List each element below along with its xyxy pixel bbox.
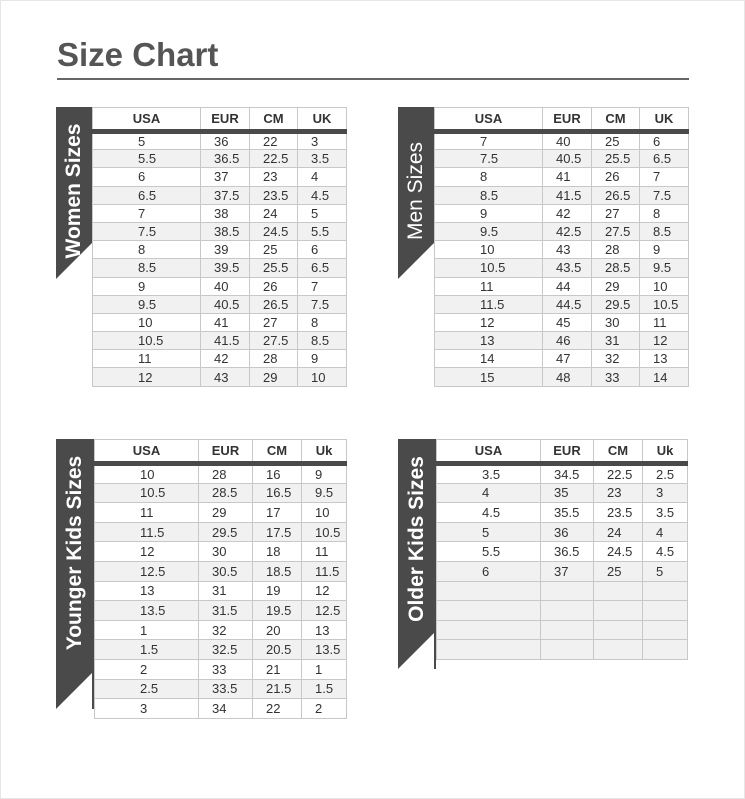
cell-uk: 6.5 bbox=[298, 259, 347, 277]
cell-cm: 27 bbox=[250, 313, 298, 331]
cell-cm: 23.5 bbox=[594, 503, 643, 523]
cell-cm: 27 bbox=[592, 204, 640, 222]
cell-cm: 19.5 bbox=[253, 601, 302, 621]
cell-cm: 29 bbox=[592, 277, 640, 295]
table-row bbox=[435, 241, 689, 259]
cell-cm: 21.5 bbox=[253, 679, 302, 699]
cell-eur: 40.5 bbox=[201, 295, 250, 313]
cell-eur: 43.5 bbox=[543, 259, 592, 277]
cell-usa bbox=[437, 581, 541, 601]
cell-cm: 29 bbox=[250, 368, 298, 386]
table-row bbox=[437, 483, 688, 503]
older-kids-size-table bbox=[436, 439, 688, 660]
header-usa: USA bbox=[435, 108, 543, 132]
cell-cm: 28 bbox=[250, 350, 298, 368]
cell-uk: 10 bbox=[302, 503, 347, 523]
cell-uk: 13 bbox=[640, 350, 689, 368]
cell-eur: 37.5 bbox=[201, 186, 250, 204]
cell-uk: 4.5 bbox=[643, 542, 688, 562]
cell-usa: 11 bbox=[95, 503, 199, 523]
cell-usa: 10 bbox=[95, 464, 199, 484]
cell-cm: 25 bbox=[594, 561, 643, 581]
younger-kids-sizes-label-tab bbox=[56, 439, 94, 709]
table-row bbox=[437, 581, 688, 601]
table-row bbox=[95, 581, 347, 601]
cell-usa: 2.5 bbox=[95, 679, 199, 699]
cell-cm: 21 bbox=[253, 659, 302, 679]
cell-uk: 11 bbox=[302, 542, 347, 562]
table-row bbox=[435, 222, 689, 240]
table-row bbox=[93, 295, 347, 313]
cell-cm: 32 bbox=[592, 350, 640, 368]
cell-usa: 11.5 bbox=[95, 522, 199, 542]
cell-uk: 10.5 bbox=[302, 522, 347, 542]
cell-eur: 40.5 bbox=[543, 150, 592, 168]
label-tab-notch bbox=[56, 243, 92, 279]
table-row bbox=[93, 168, 347, 186]
cell-uk: 12 bbox=[302, 581, 347, 601]
cell-usa: 10 bbox=[93, 313, 201, 331]
cell-cm: 27.5 bbox=[250, 332, 298, 350]
cell-uk: 9 bbox=[298, 350, 347, 368]
cell-eur: 37 bbox=[541, 561, 594, 581]
cell-usa bbox=[437, 640, 541, 660]
cell-uk: 3 bbox=[298, 132, 347, 150]
cell-eur: 38 bbox=[201, 204, 250, 222]
header-eur: EUR bbox=[199, 440, 253, 464]
cell-usa: 8.5 bbox=[93, 259, 201, 277]
cell-uk: 6.5 bbox=[640, 150, 689, 168]
cell-eur: 30 bbox=[199, 542, 253, 562]
cell-uk bbox=[643, 601, 688, 621]
cell-cm bbox=[594, 601, 643, 621]
cell-cm: 18 bbox=[253, 542, 302, 562]
table-row bbox=[437, 561, 688, 581]
cell-cm: 25.5 bbox=[592, 150, 640, 168]
table-row bbox=[435, 332, 689, 350]
cell-eur: 47 bbox=[543, 350, 592, 368]
cell-eur: 38.5 bbox=[201, 222, 250, 240]
cell-uk: 4.5 bbox=[298, 186, 347, 204]
page-title: Size Chart bbox=[57, 36, 219, 73]
cell-usa: 6.5 bbox=[93, 186, 201, 204]
cell-eur bbox=[541, 601, 594, 621]
cell-uk: 10 bbox=[298, 368, 347, 386]
cell-uk: 9.5 bbox=[302, 483, 347, 503]
cell-uk: 12 bbox=[640, 332, 689, 350]
cell-eur: 28 bbox=[199, 464, 253, 484]
cell-uk: 5 bbox=[643, 561, 688, 581]
table-row bbox=[93, 277, 347, 295]
label-tab-notch bbox=[398, 633, 434, 669]
cell-usa bbox=[437, 601, 541, 621]
table-row bbox=[435, 313, 689, 331]
table-row bbox=[95, 561, 347, 581]
cell-usa: 8.5 bbox=[435, 186, 543, 204]
cell-usa bbox=[437, 620, 541, 640]
table-row bbox=[95, 522, 347, 542]
table-row bbox=[435, 350, 689, 368]
cell-eur: 39.5 bbox=[201, 259, 250, 277]
cell-usa: 13 bbox=[435, 332, 543, 350]
table-row bbox=[437, 640, 688, 660]
cell-usa: 9 bbox=[93, 277, 201, 295]
cell-usa: 11 bbox=[435, 277, 543, 295]
cell-eur: 39 bbox=[201, 241, 250, 259]
cell-cm: 25.5 bbox=[250, 259, 298, 277]
header-cm: CM bbox=[250, 108, 298, 132]
cell-usa: 5 bbox=[437, 522, 541, 542]
cell-usa: 14 bbox=[435, 350, 543, 368]
cell-eur: 45 bbox=[543, 313, 592, 331]
table-row bbox=[93, 204, 347, 222]
table-row bbox=[93, 368, 347, 386]
older-kids-sizes-label: Older Kids Sizes bbox=[405, 456, 428, 622]
table-row bbox=[93, 350, 347, 368]
title-divider bbox=[57, 78, 689, 80]
cell-usa: 3.5 bbox=[437, 464, 541, 484]
cell-usa: 11.5 bbox=[435, 295, 543, 313]
cell-cm: 22 bbox=[250, 132, 298, 150]
cell-usa: 12 bbox=[95, 542, 199, 562]
cell-uk: 10 bbox=[640, 277, 689, 295]
header-eur: EUR bbox=[201, 108, 250, 132]
cell-uk: 8 bbox=[298, 313, 347, 331]
cell-uk: 6 bbox=[640, 132, 689, 150]
cell-eur: 34.5 bbox=[541, 464, 594, 484]
cell-uk: 9 bbox=[640, 241, 689, 259]
cell-uk: 5 bbox=[298, 204, 347, 222]
cell-eur: 36.5 bbox=[541, 542, 594, 562]
cell-eur: 36 bbox=[201, 132, 250, 150]
cell-usa: 8 bbox=[93, 241, 201, 259]
cell-eur: 35.5 bbox=[541, 503, 594, 523]
cell-cm: 31 bbox=[592, 332, 640, 350]
cell-uk: 11 bbox=[640, 313, 689, 331]
cell-uk: 9 bbox=[302, 464, 347, 484]
header-uk: UK bbox=[640, 108, 689, 132]
cell-usa: 4.5 bbox=[437, 503, 541, 523]
cell-usa: 6 bbox=[93, 168, 201, 186]
table-row bbox=[435, 132, 689, 150]
cell-uk: 1.5 bbox=[302, 679, 347, 699]
cell-cm: 23 bbox=[594, 483, 643, 503]
cell-usa: 9.5 bbox=[93, 295, 201, 313]
cell-usa: 8 bbox=[435, 168, 543, 186]
cell-uk: 8.5 bbox=[640, 222, 689, 240]
cell-cm: 24 bbox=[250, 204, 298, 222]
cell-eur: 44 bbox=[543, 277, 592, 295]
women-size-table bbox=[92, 107, 347, 387]
cell-cm: 25 bbox=[592, 132, 640, 150]
table-row bbox=[95, 679, 347, 699]
cell-eur: 37 bbox=[201, 168, 250, 186]
cell-usa: 3 bbox=[95, 699, 199, 719]
cell-usa: 6 bbox=[437, 561, 541, 581]
table-row bbox=[437, 464, 688, 484]
cell-uk: 4 bbox=[643, 522, 688, 542]
table-row bbox=[93, 132, 347, 150]
table-row bbox=[95, 699, 347, 719]
cell-cm: 16.5 bbox=[253, 483, 302, 503]
table-row bbox=[93, 222, 347, 240]
cell-uk: 13.5 bbox=[302, 640, 347, 660]
cell-cm: 26 bbox=[250, 277, 298, 295]
older-kids-sizes-label-tab bbox=[398, 439, 436, 669]
cell-cm: 30 bbox=[592, 313, 640, 331]
cell-usa: 9.5 bbox=[435, 222, 543, 240]
label-tab-notch bbox=[56, 673, 92, 709]
table-row bbox=[95, 601, 347, 621]
cell-uk: 7.5 bbox=[640, 186, 689, 204]
cell-uk: 3.5 bbox=[643, 503, 688, 523]
cell-uk: 5.5 bbox=[298, 222, 347, 240]
cell-eur: 48 bbox=[543, 368, 592, 386]
cell-cm: 24 bbox=[594, 522, 643, 542]
cell-cm: 33 bbox=[592, 368, 640, 386]
cell-eur: 42 bbox=[543, 204, 592, 222]
header-cm: CM bbox=[253, 440, 302, 464]
cell-eur: 41 bbox=[201, 313, 250, 331]
cell-usa: 7 bbox=[435, 132, 543, 150]
table-row bbox=[95, 542, 347, 562]
cell-eur: 31 bbox=[199, 581, 253, 601]
cell-cm: 18.5 bbox=[253, 561, 302, 581]
cell-eur: 34 bbox=[199, 699, 253, 719]
table-row bbox=[93, 186, 347, 204]
cell-eur: 33.5 bbox=[199, 679, 253, 699]
cell-eur: 41 bbox=[543, 168, 592, 186]
table-row bbox=[435, 204, 689, 222]
table-row bbox=[93, 150, 347, 168]
cell-uk: 3 bbox=[643, 483, 688, 503]
cell-cm: 24.5 bbox=[250, 222, 298, 240]
cell-eur: 36.5 bbox=[201, 150, 250, 168]
cell-usa: 5.5 bbox=[93, 150, 201, 168]
cell-uk: 2.5 bbox=[643, 464, 688, 484]
cell-uk: 8 bbox=[640, 204, 689, 222]
cell-eur bbox=[541, 620, 594, 640]
cell-eur: 43 bbox=[543, 241, 592, 259]
header-eur: EUR bbox=[541, 440, 594, 464]
cell-cm: 29.5 bbox=[592, 295, 640, 313]
cell-cm: 22.5 bbox=[250, 150, 298, 168]
cell-usa: 10.5 bbox=[95, 483, 199, 503]
cell-eur: 41.5 bbox=[201, 332, 250, 350]
cell-usa: 4 bbox=[437, 483, 541, 503]
cell-eur: 29.5 bbox=[199, 522, 253, 542]
table-row bbox=[93, 313, 347, 331]
men-sizes-label: Men Sizes bbox=[404, 141, 427, 241]
table-row bbox=[95, 503, 347, 523]
cell-usa: 1 bbox=[95, 620, 199, 640]
cell-usa: 15 bbox=[435, 368, 543, 386]
cell-cm: 26 bbox=[592, 168, 640, 186]
cell-uk: 12.5 bbox=[302, 601, 347, 621]
cell-cm: 22.5 bbox=[594, 464, 643, 484]
cell-uk: 8.5 bbox=[298, 332, 347, 350]
header-uk: Uk bbox=[643, 440, 688, 464]
cell-cm bbox=[594, 640, 643, 660]
table-row bbox=[95, 659, 347, 679]
table-row bbox=[95, 620, 347, 640]
cell-cm: 28 bbox=[592, 241, 640, 259]
cell-eur: 40 bbox=[543, 132, 592, 150]
cell-uk bbox=[643, 620, 688, 640]
header-uk: Uk bbox=[302, 440, 347, 464]
table-row bbox=[435, 368, 689, 386]
header-cm: CM bbox=[592, 108, 640, 132]
table-row bbox=[95, 640, 347, 660]
header-usa: USA bbox=[95, 440, 199, 464]
cell-eur: 42.5 bbox=[543, 222, 592, 240]
cell-eur: 29 bbox=[199, 503, 253, 523]
cell-eur: 44.5 bbox=[543, 295, 592, 313]
cell-eur: 30.5 bbox=[199, 561, 253, 581]
table-row bbox=[435, 168, 689, 186]
cell-usa: 10 bbox=[435, 241, 543, 259]
cell-usa: 10.5 bbox=[93, 332, 201, 350]
men-sizes-label-tab bbox=[398, 107, 434, 279]
table-row bbox=[435, 186, 689, 204]
table-row bbox=[435, 277, 689, 295]
cell-uk: 3.5 bbox=[298, 150, 347, 168]
cell-cm: 27.5 bbox=[592, 222, 640, 240]
table-row bbox=[435, 295, 689, 313]
cell-usa: 1.5 bbox=[95, 640, 199, 660]
younger-kids-sizes-label: Younger Kids Sizes bbox=[63, 455, 86, 651]
cell-cm: 26.5 bbox=[592, 186, 640, 204]
cell-eur: 33 bbox=[199, 659, 253, 679]
cell-eur: 46 bbox=[543, 332, 592, 350]
cell-cm: 17 bbox=[253, 503, 302, 523]
women-sizes-label-tab bbox=[56, 107, 92, 279]
men-size-table bbox=[434, 107, 689, 387]
cell-usa: 12 bbox=[93, 368, 201, 386]
table-row bbox=[95, 464, 347, 484]
cell-cm: 23.5 bbox=[250, 186, 298, 204]
cell-uk: 10.5 bbox=[640, 295, 689, 313]
cell-eur: 35 bbox=[541, 483, 594, 503]
cell-eur: 31.5 bbox=[199, 601, 253, 621]
header-usa: USA bbox=[437, 440, 541, 464]
cell-cm: 25 bbox=[250, 241, 298, 259]
cell-uk: 13 bbox=[302, 620, 347, 640]
table-row bbox=[437, 503, 688, 523]
cell-uk bbox=[643, 581, 688, 601]
cell-eur: 42 bbox=[201, 350, 250, 368]
cell-uk: 14 bbox=[640, 368, 689, 386]
cell-eur: 28.5 bbox=[199, 483, 253, 503]
cell-eur: 40 bbox=[201, 277, 250, 295]
header-eur: EUR bbox=[543, 108, 592, 132]
header-cm: CM bbox=[594, 440, 643, 464]
cell-uk: 6 bbox=[298, 241, 347, 259]
cell-usa: 10.5 bbox=[435, 259, 543, 277]
cell-usa: 7 bbox=[93, 204, 201, 222]
cell-eur: 32.5 bbox=[199, 640, 253, 660]
cell-eur: 41.5 bbox=[543, 186, 592, 204]
cell-cm: 23 bbox=[250, 168, 298, 186]
cell-usa: 9 bbox=[435, 204, 543, 222]
cell-uk: 7 bbox=[298, 277, 347, 295]
cell-usa: 11 bbox=[93, 350, 201, 368]
table-row bbox=[93, 332, 347, 350]
cell-cm: 24.5 bbox=[594, 542, 643, 562]
cell-uk: 1 bbox=[302, 659, 347, 679]
table-row bbox=[437, 601, 688, 621]
cell-uk: 11.5 bbox=[302, 561, 347, 581]
cell-cm: 20 bbox=[253, 620, 302, 640]
label-tab-notch bbox=[398, 243, 434, 279]
cell-usa: 12 bbox=[435, 313, 543, 331]
cell-usa: 7.5 bbox=[435, 150, 543, 168]
cell-usa: 5 bbox=[93, 132, 201, 150]
cell-usa: 13.5 bbox=[95, 601, 199, 621]
cell-usa: 5.5 bbox=[437, 542, 541, 562]
cell-eur: 36 bbox=[541, 522, 594, 542]
table-row bbox=[93, 259, 347, 277]
table-row bbox=[435, 150, 689, 168]
cell-cm: 26.5 bbox=[250, 295, 298, 313]
women-sizes-label: Women Sizes bbox=[62, 123, 85, 259]
cell-usa: 2 bbox=[95, 659, 199, 679]
cell-uk: 9.5 bbox=[640, 259, 689, 277]
cell-eur bbox=[541, 581, 594, 601]
cell-usa: 7.5 bbox=[93, 222, 201, 240]
cell-uk: 2 bbox=[302, 699, 347, 719]
cell-cm: 28.5 bbox=[592, 259, 640, 277]
cell-cm bbox=[594, 581, 643, 601]
younger-kids-size-table bbox=[94, 439, 347, 719]
cell-eur: 43 bbox=[201, 368, 250, 386]
table-row bbox=[95, 483, 347, 503]
cell-cm: 20.5 bbox=[253, 640, 302, 660]
header-usa: USA bbox=[93, 108, 201, 132]
cell-eur bbox=[541, 640, 594, 660]
cell-cm: 17.5 bbox=[253, 522, 302, 542]
table-row bbox=[437, 522, 688, 542]
cell-usa: 13 bbox=[95, 581, 199, 601]
table-row bbox=[437, 542, 688, 562]
table-row bbox=[435, 259, 689, 277]
cell-cm: 19 bbox=[253, 581, 302, 601]
cell-cm: 22 bbox=[253, 699, 302, 719]
cell-cm bbox=[594, 620, 643, 640]
cell-uk: 4 bbox=[298, 168, 347, 186]
cell-uk bbox=[643, 640, 688, 660]
table-row bbox=[93, 241, 347, 259]
cell-uk: 7 bbox=[640, 168, 689, 186]
table-row bbox=[437, 620, 688, 640]
cell-uk: 7.5 bbox=[298, 295, 347, 313]
cell-eur: 32 bbox=[199, 620, 253, 640]
header-uk: UK bbox=[298, 108, 347, 132]
cell-cm: 16 bbox=[253, 464, 302, 484]
cell-usa: 12.5 bbox=[95, 561, 199, 581]
